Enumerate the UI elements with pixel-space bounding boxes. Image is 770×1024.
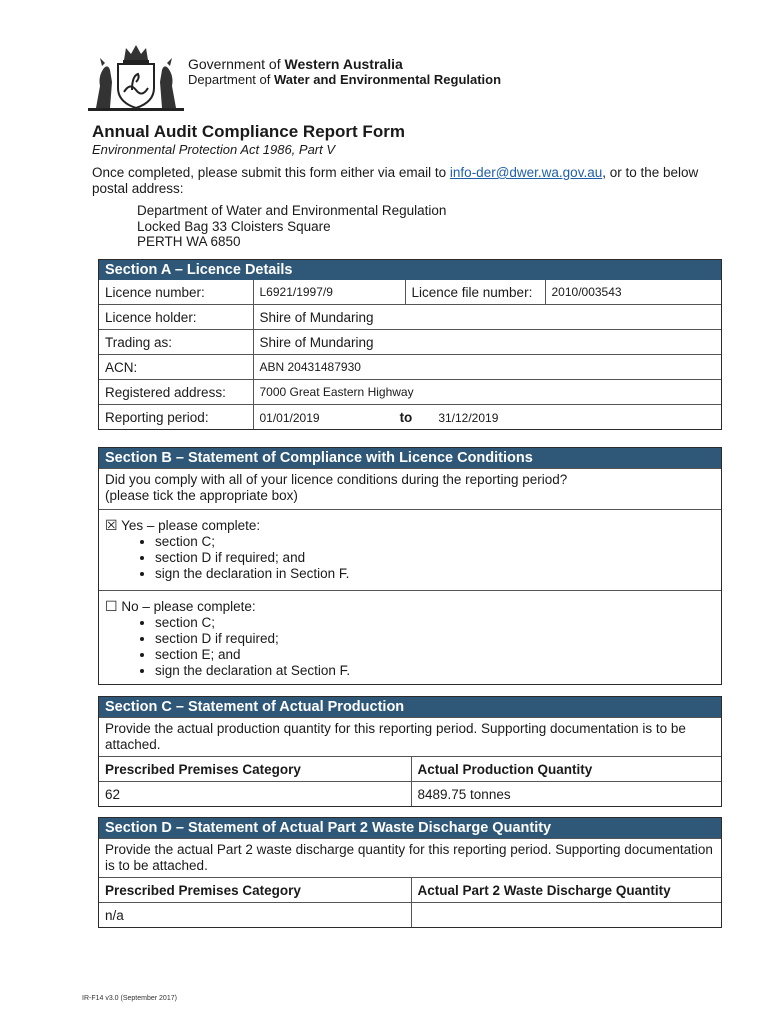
section-d	[98, 817, 722, 928]
registered-address-label: Registered address:	[99, 380, 253, 405]
trading-as-label: Trading as:	[99, 330, 253, 355]
postal-address: Department of Water and Environmental Regulation Locked Bag 33 Cloisters Square PERTH WA 6850	[137, 203, 447, 249]
section-b-heading: Section B – Statement of Compliance with Licence Conditions	[99, 448, 721, 468]
list-item: • section D if required; and	[155, 550, 715, 566]
list-item: • section E; and	[155, 647, 715, 663]
table-row	[99, 305, 721, 330]
table-row	[99, 757, 721, 782]
acn-label: ACN:	[99, 355, 253, 380]
list-item: • section C;	[155, 534, 715, 550]
table-row	[99, 878, 721, 903]
email-link[interactable]: info-der@dwer.wa.gov.au	[449, 165, 603, 180]
yes-label: Yes – please complete:	[121, 518, 261, 533]
waste-description: Provide the actual Part 2 waste discharge quantity for this reporting period. Supporting documentation is to be attached.	[99, 838, 721, 877]
yes-list	[105, 534, 715, 582]
reporting-period-value: 01/01/2019 to 31/12/2019	[253, 405, 721, 430]
licence-holder-value: Shire of Mundaring	[253, 305, 721, 330]
department-name: Department of Water and Environmental Regulation	[188, 72, 502, 87]
intro-text: Once completed, please submit this form either via email to info-der@dwer.wa.gov.au, or to the below postal address:	[92, 165, 699, 196]
form-title: Annual Audit Compliance Report Form	[92, 122, 405, 141]
table-row	[99, 355, 721, 380]
table-row	[99, 330, 721, 355]
section-a-heading: Section A – Licence Details	[99, 260, 721, 280]
acn-value: ABN 20431487930	[253, 355, 721, 380]
compliance-question: Did you comply with all of your licence conditions during the reporting period? (please tick the appropriate box)	[99, 468, 721, 509]
table-row	[99, 782, 721, 807]
column-header: Prescribed Premises Category	[99, 757, 411, 782]
trading-as-value: Shire of Mundaring	[253, 330, 721, 355]
list-item: • sign the declaration in Section F.	[155, 566, 715, 582]
no-option	[99, 590, 721, 684]
no-label: No – please complete:	[121, 599, 256, 614]
yes-option	[99, 509, 721, 590]
quantity-value	[411, 903, 721, 928]
table-row	[99, 280, 721, 305]
section-d-heading: Section D – Statement of Actual Part 2 Waste Discharge Quantity	[99, 818, 721, 838]
category-value: n/a	[99, 903, 411, 928]
licence-number-label: Licence number:	[99, 280, 253, 305]
licence-file-label: Licence file number:	[405, 280, 545, 305]
no-list	[105, 615, 715, 679]
form-subtitle: Environmental Protection Act 1986, Part V	[92, 142, 336, 157]
section-c	[98, 696, 722, 807]
table-row	[99, 903, 721, 928]
category-value: 62	[99, 782, 411, 807]
list-item: • section D if required;	[155, 631, 715, 647]
production-description: Provide the actual production quantity for this reporting period. Supporting documentation is to be attached.	[99, 717, 721, 756]
government-name: Government of Western Australia	[188, 56, 403, 72]
no-checkbox[interactable]: ☐	[105, 598, 118, 614]
column-header: Actual Part 2 Waste Discharge Quantity	[411, 878, 721, 903]
registered-address-value: 7000 Great Eastern Highway	[253, 380, 721, 405]
quantity-value: 8489.75 tonnes	[411, 782, 721, 807]
yes-checkbox[interactable]: ☒	[105, 517, 118, 533]
licence-holder-label: Licence holder:	[99, 305, 253, 330]
wa-coat-of-arms-logo	[88, 42, 184, 112]
licence-number-value: L6921/1997/9	[253, 280, 405, 305]
section-b	[98, 447, 722, 685]
section-c-heading: Section C – Statement of Actual Production	[99, 697, 721, 717]
column-header: Prescribed Premises Category	[99, 878, 411, 903]
list-item: • sign the declaration at Section F.	[155, 663, 715, 679]
list-item: • section C;	[155, 615, 715, 631]
licence-details-table	[99, 280, 721, 429]
reporting-period-label: Reporting period:	[99, 405, 253, 430]
licence-file-value: 2010/003543	[545, 280, 721, 305]
table-row	[99, 405, 721, 430]
production-table	[99, 756, 721, 806]
form-version-footer: IR-F14 v3.0 (September 2017)	[82, 995, 177, 1002]
column-header: Actual Production Quantity	[411, 757, 721, 782]
table-row	[99, 380, 721, 405]
section-a	[98, 259, 722, 430]
waste-table	[99, 877, 721, 927]
